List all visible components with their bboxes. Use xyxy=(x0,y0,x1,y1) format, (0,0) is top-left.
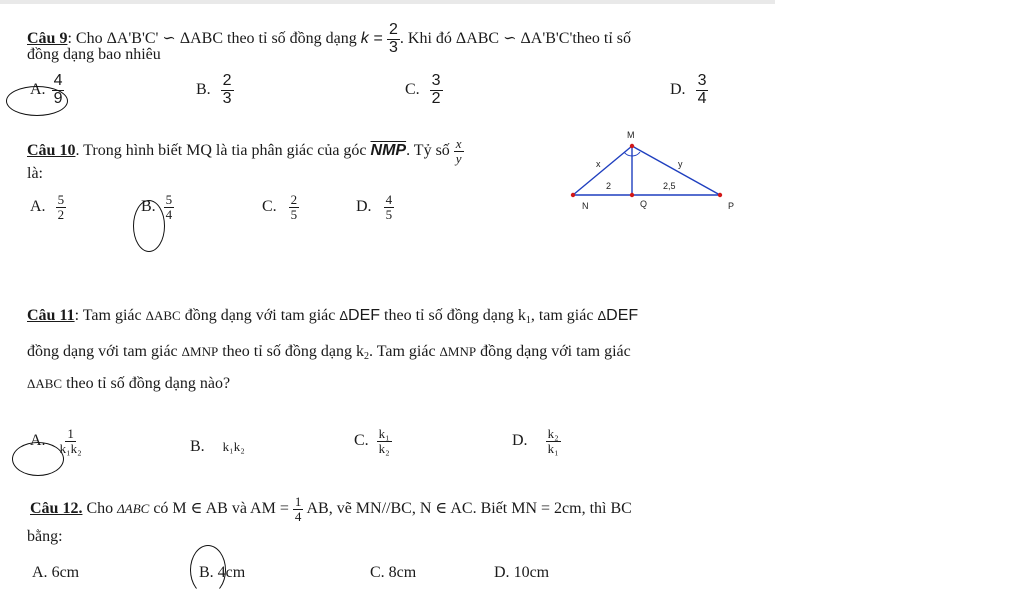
q9-answer-circle xyxy=(6,86,68,116)
q11-label: Câu 11 xyxy=(27,307,75,324)
q9-option-b[interactable]: B. $\frac{2}{3}$ xyxy=(196,72,232,107)
q11-line3: ΔABC theo tỉ số đồng dạng nào? xyxy=(27,375,231,392)
top-scroll-strip xyxy=(0,0,775,4)
label-y: y xyxy=(678,159,683,169)
point-Q xyxy=(630,193,634,197)
q12-option-a[interactable]: A. 6cm xyxy=(32,564,80,581)
q11-line1: Câu 11: Tam giác ΔABC đồng dạng với tam giác ΔDEF theo tỉ số đồng dạng $k_1$, tam giác ΔDEF xyxy=(27,307,639,326)
q9-option-c[interactable]: C. $\frac{3}{2}$ xyxy=(405,72,441,107)
q10-stem-b: . Tỷ số xyxy=(406,141,454,159)
q11-option-a[interactable]: A. $\frac{1}{\text{k₁k₂}}$ xyxy=(30,426,82,456)
q11-tri-def: DEF xyxy=(348,307,381,324)
q12-stem: Câu 12. Cho ΔABC có M ∈ AB và AM = $\frac{1}{4}$ AB, vẽ MN//BC, N ∈ AC. Biết MN = 2cm, thì BC xyxy=(30,494,632,524)
q10-label: Câu 10 xyxy=(27,141,76,159)
q9-option-a[interactable]: A. $\frac{4}{9}$ xyxy=(30,72,63,107)
point-P xyxy=(718,193,722,197)
q10-stem-line2: là: xyxy=(27,165,43,182)
q10-ratio: $\frac{x}{y}$ xyxy=(455,136,462,166)
q12-stem-line2: bằng: xyxy=(27,528,63,545)
q12-option-c[interactable]: C. 8cm xyxy=(370,564,417,581)
point-M xyxy=(630,144,634,148)
q10-option-c[interactable]: C. $\frac{2}{5}$ xyxy=(262,192,298,222)
q9-option-d[interactable]: D. $\frac{3}{4}$ xyxy=(670,72,707,107)
q10-option-d[interactable]: D. $\frac{4}{5}$ xyxy=(356,192,393,222)
q11-k1: k xyxy=(517,307,526,324)
q11-answer-circle xyxy=(12,442,64,476)
q12-fraction: $\frac{1}{4}$ xyxy=(294,494,302,524)
q10-angle: $\overline{NMP}$ xyxy=(370,141,407,159)
q11-option-c[interactable]: C. $\frac{\text{k₁}}{\text{k₂}}$ xyxy=(354,426,390,456)
segment-MP xyxy=(632,146,720,195)
label-Q: Q xyxy=(640,199,648,209)
q11-k2: k xyxy=(355,343,364,360)
q12-tri: ΔABC xyxy=(117,500,150,516)
q9-stem-b: . Khi đó ΔABC ∽ ΔA'B'C'theo tỉ số xyxy=(399,29,631,47)
q10-stem-a: . Trong hình biết MQ là tia phân giác của góc xyxy=(75,141,371,159)
q10-option-a[interactable]: A. $\frac{5}{2}$ xyxy=(30,192,65,222)
label-x: x xyxy=(596,159,601,169)
q10-triangle-figure xyxy=(560,125,760,215)
q10-answer-circle xyxy=(133,200,165,252)
q9-k-label: k = xyxy=(360,29,387,47)
q10-option-b[interactable]: B. $\frac{5}{4}$ xyxy=(141,192,173,222)
q9-stem-a: : Cho ΔA'B'C' ∽ ΔABC theo tỉ số đồng dạng xyxy=(67,29,361,47)
label-N: N xyxy=(582,201,589,211)
label-QP: 2,5 xyxy=(663,181,676,191)
q12-label: Câu 12. xyxy=(30,499,83,517)
q11-option-b[interactable]: B. k₁k₂ xyxy=(190,438,245,455)
q9-stem-line2: đồng dạng bao nhiêu xyxy=(27,46,161,63)
q12-option-b[interactable]: B. 4cm xyxy=(199,564,246,581)
point-N xyxy=(571,193,575,197)
q10-stem xyxy=(27,137,464,165)
label-M: M xyxy=(627,130,635,140)
q11-tri-abc: ABC xyxy=(153,308,181,323)
q11-option-d[interactable]: D. $\frac{\text{k₂}}{\text{k₁}}$ xyxy=(512,426,559,456)
label-P: P xyxy=(728,201,735,211)
label-NQ: 2 xyxy=(606,181,612,191)
q9-k-fraction: $\frac{2}{3}$ xyxy=(389,21,398,56)
q11-line2: đồng dạng với tam giác ΔMNP theo tỉ số đồng dạng $k_2$. Tam giác ΔMNP đồng dạng với tam giác xyxy=(27,343,631,362)
segment-MN xyxy=(573,146,632,195)
q12-option-d[interactable]: D. 10cm xyxy=(494,564,550,581)
q9-label: Câu 9 xyxy=(27,29,68,47)
